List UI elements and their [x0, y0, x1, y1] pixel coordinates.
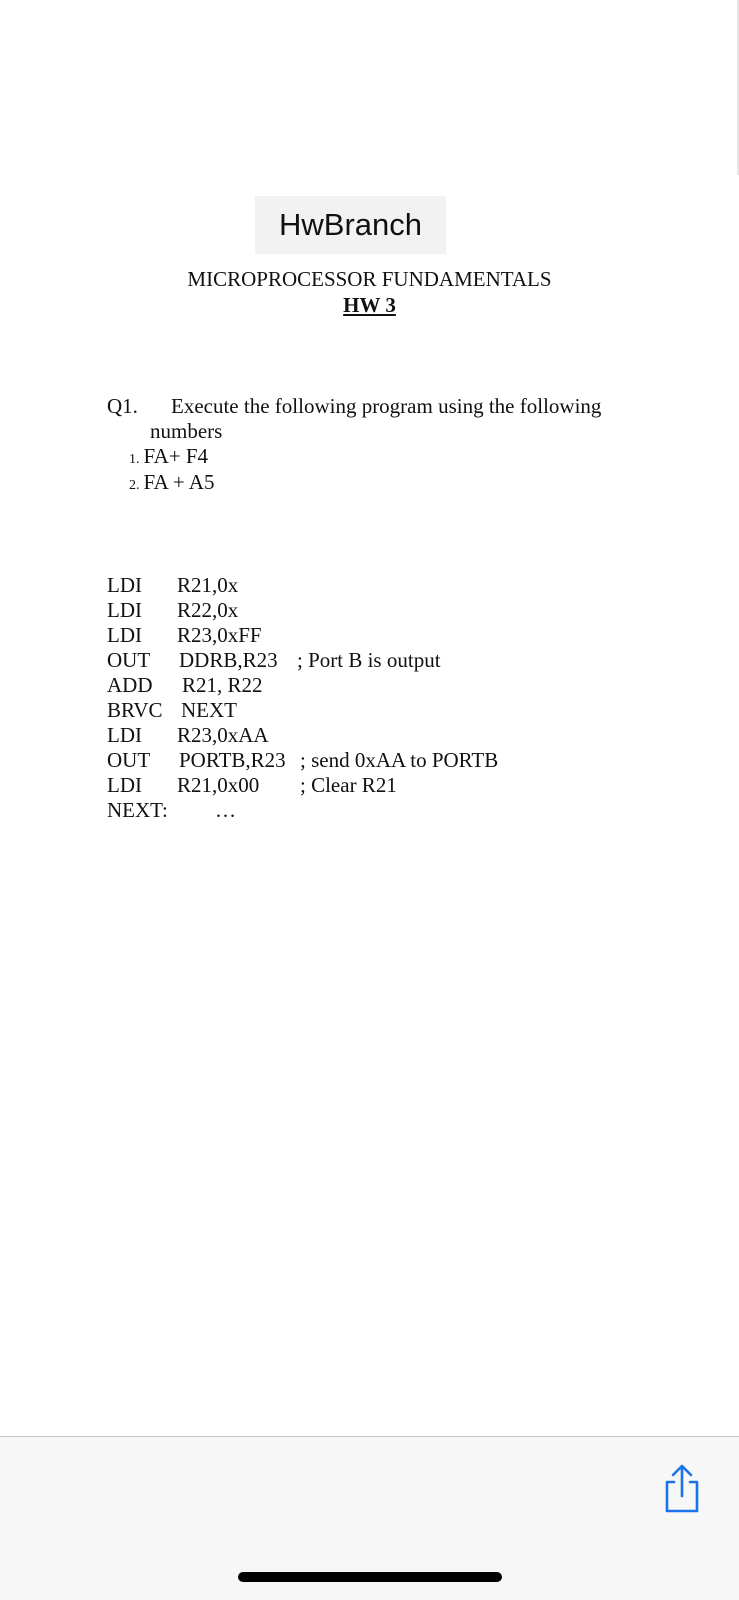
home-indicator[interactable] — [238, 1572, 502, 1582]
code-args: R21,0x — [177, 573, 239, 597]
code-comment: ; Clear R21 — [300, 773, 397, 797]
code-args: PORTB,R23 — [179, 748, 286, 772]
share-button[interactable] — [660, 1463, 704, 1515]
question-text-line1: Execute the following program using the following — [171, 394, 602, 418]
code-op: OUT — [107, 648, 151, 672]
code-args: R23,0xAA — [177, 723, 269, 747]
code-args: NEXT — [181, 698, 237, 722]
code-op: OUT — [107, 748, 151, 772]
watermark: HwBranch — [255, 196, 446, 254]
list-item-number: 2. — [129, 478, 140, 493]
code-op: LDI — [107, 723, 142, 747]
code-comment: ; send 0xAA to PORTB — [300, 748, 499, 772]
code-op: BRVC — [107, 698, 163, 722]
code-args: R21, R22 — [182, 673, 263, 697]
code-args: R22,0x — [177, 598, 239, 622]
list-item — [129, 470, 214, 495]
list-item-text: FA + A5 — [143, 470, 215, 494]
code-op: ADD — [107, 673, 153, 697]
list-item-number: 1. — [129, 452, 140, 467]
code-args: R23,0xFF — [177, 623, 262, 647]
share-icon — [660, 1463, 704, 1515]
code-args: R21,0x00 — [177, 773, 260, 797]
list-item-text: FA+ F4 — [143, 444, 209, 468]
code-op: LDI — [107, 573, 142, 597]
homework-title: HW 3 — [343, 293, 396, 317]
code-op: LDI — [107, 598, 142, 622]
code-args: … — [215, 798, 236, 822]
code-comment: ; Port B is output — [297, 648, 441, 672]
code-args: DDRB,R23 — [179, 648, 278, 672]
code-op: NEXT: — [107, 798, 168, 822]
code-op: LDI — [107, 623, 142, 647]
code-op: LDI — [107, 773, 142, 797]
list-item — [129, 444, 208, 469]
question-text-line2: numbers — [150, 419, 223, 443]
question-number: Q1. — [107, 394, 138, 418]
course-title: MICROPROCESSOR FUNDAMENTALS — [187, 267, 552, 291]
